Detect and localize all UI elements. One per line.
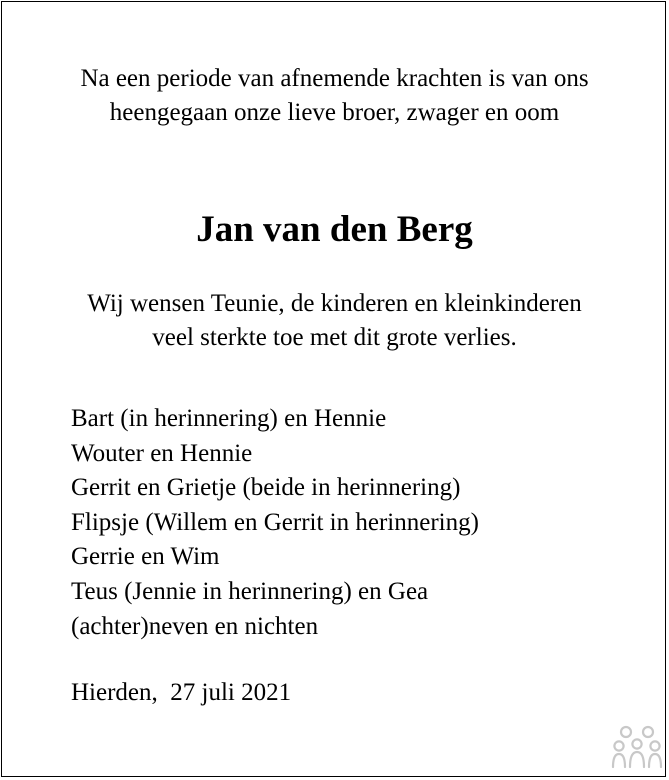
deceased-name: Jan van den Berg: [196, 209, 473, 250]
family-member: Wouter en Hennie: [71, 439, 253, 467]
intro-text: [0, 62, 669, 130]
family-list: [71, 402, 479, 644]
family-member: Gerrie en Wim: [71, 543, 220, 571]
family-member: (achter)neven en nichten: [71, 612, 319, 640]
family-member: Flipsje (Willem en Gerrit in herinnering): [71, 508, 479, 536]
people-group-icon: [611, 724, 663, 770]
family-member: Bart (in herinnering) en Hennie: [71, 405, 387, 432]
condolence-line-1: Wij wensen Teunie, de kinderen en kleinkinderen: [87, 290, 582, 317]
condolence-line-2: veel sterkte toe met dit grote verlies.: [152, 324, 517, 351]
intro-line-2: heengegaan onze lieve broer, zwager en oom: [109, 99, 560, 126]
family-member: Gerrit en Grietje (beide in herinnering): [71, 474, 461, 502]
intro-line-1: Na een periode van afnemende krachten is van ons: [80, 65, 589, 92]
family-member: Teus (Jennie in herinnering) en Gea: [71, 577, 429, 605]
place-and-date: Hierden, 27 juli 2021: [71, 679, 292, 706]
condolence-text: [0, 287, 669, 355]
